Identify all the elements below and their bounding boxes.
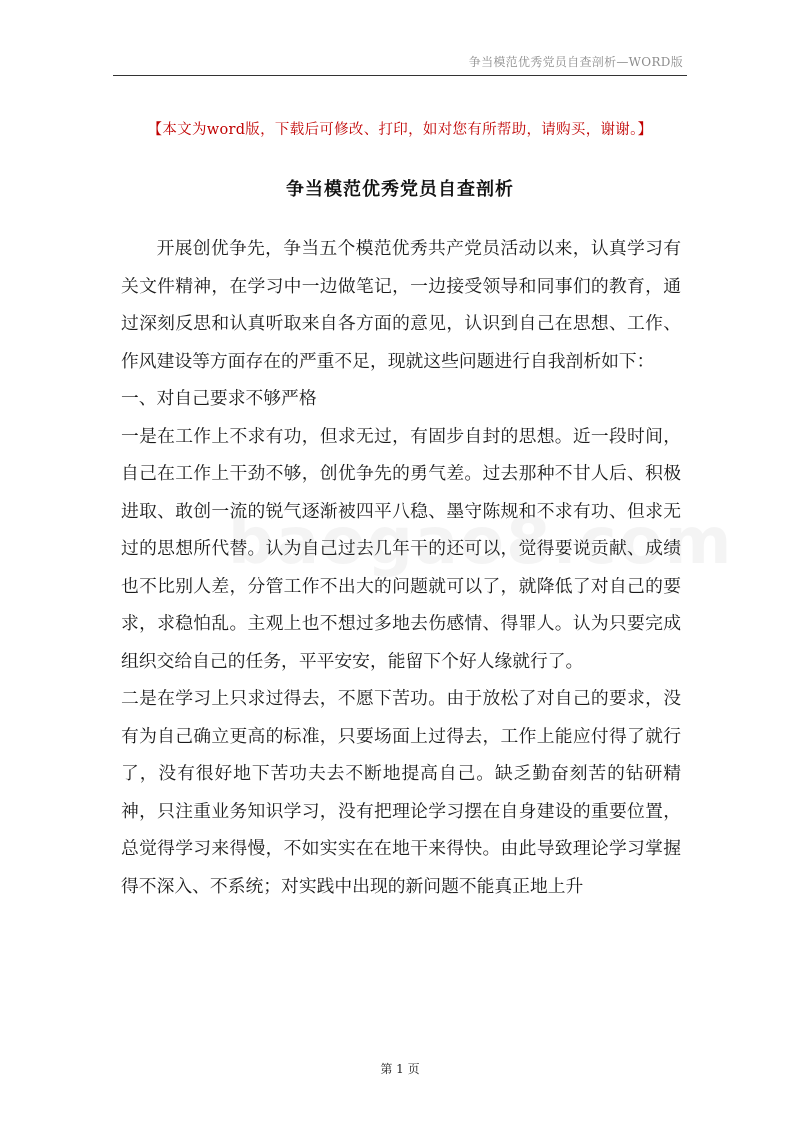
intro-paragraph: 开展创优争先，争当五个模范优秀共产党员活动以来，认真学习有关文件精神，在学习中一边做笔记，一边接受领导和同事们的教育，通过深刻反思和认真听取来自各方面的意见，认识到自己在思想、工作、作风建设等方面存在的严重不足，现就这些问题进行自我剖析如下： (121, 238, 681, 372)
document-title: 争当模范优秀党员自查剖析 (286, 179, 514, 200)
page-footer (0, 1060, 800, 1077)
page-suffix: 页 (407, 1062, 420, 1076)
header-divider (113, 75, 687, 76)
page-prefix: 第 (380, 1062, 393, 1076)
section-heading: 一、对自己要求不够严格 (121, 388, 317, 409)
document-body (121, 230, 681, 905)
page-number: 1 (396, 1062, 404, 1076)
point-paragraph-2: 二是在学习上只求过得去，不愿下苦功。由于放松了对自己的要求，没有为自己确立更高的标准，只要场面上过得去，工作上能应付得了就行了，没有很好地下苦功夫去不断地提高自己。缺乏勤奋刻苦的钻研精神，只注重业务知识学习，没有把理论学习摆在自身建设的重要位置，总觉得学习来得慢，不如实实在在地干来得快。由此导致理论学习掌握得不深入、不系统；对实践中出现的新问题不能真正地上升 (121, 688, 681, 897)
running-header: 争当模范优秀党员自查剖析—WORD版 (468, 55, 683, 69)
point-paragraph-1: 一是在工作上不求有功，但求无过，有固步自封的思想。近一段时间，自己在工作上干劲不够，创优争先的勇气差。过去那种不甘人后、积极进取、敢创一流的锐气逐渐被四平八稳、墨守陈规和不求有功、但求无过的思想所代替。认为自己过去几年干的还可以，觉得要说贡献、成绩也不比别人差，分管工作不出大的问题就可以了，就降低了对自己的要求，求稳怕乱。主观上也不想过多地去伤感情、得罪人。认为只要完成组织交给自己的任务，平平安安，能留下个好人缘就行了。 (121, 425, 681, 672)
download-notice: 【本文为word版，下载后可修改、打印，如对您有所帮助，请购买，谢谢。】 (147, 122, 653, 138)
